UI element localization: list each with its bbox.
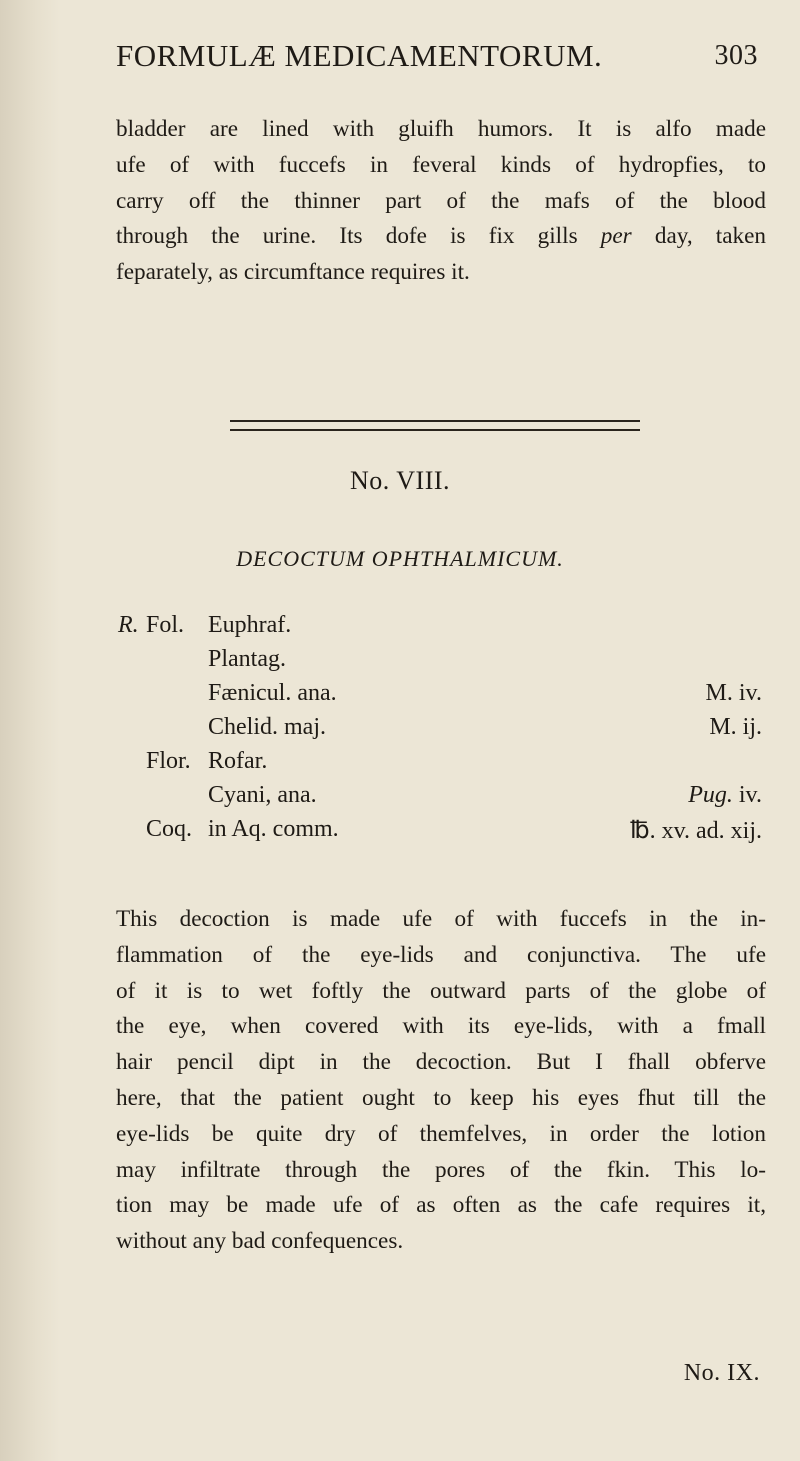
paragraph-dose-text [116,112,766,291]
ingredient-prefix: Fol. [146,612,185,638]
text-line: the eye, when covered with its eye-lids, with a fmall [116,1013,766,1040]
ingredient-dose: ℔. xv. ad. xij. [629,818,762,844]
ingredient-name: Euphraf. [208,612,292,638]
text-line: bladder are lined with gluifh humors. It is alfo made [116,116,766,142]
recipe-row [0,782,800,816]
recipe-row [0,816,800,850]
ingredient-prefix: Coq. [146,816,193,842]
text-segment: through the urine. Its dofe is fix gills [116,223,578,250]
ingredient-name: Plantag. [208,646,286,672]
ingredient-name: Rofar. [208,748,268,774]
text-line: hair pencil dipt in the decoction. But I fhall obferve [116,1049,766,1076]
recipe-row [0,646,800,680]
text-line [116,219,766,255]
section-divider-rule [230,420,640,431]
paragraph-usage-text [116,902,766,1260]
text-line: of it is to wet foftly the outward parts of the globe of [116,977,766,1004]
text-line: may infiltrate through the pores of the fkin. This lo- [116,1156,766,1183]
text-line: carry off the thinner part of the mafs of the blood [116,187,766,214]
recipe-row [0,612,800,646]
text-line: eye-lids be quite dry of themfelves, in order the lotion [116,1120,766,1147]
recipe-row [0,714,800,748]
text-line: flammation of the eye-lids and conjunctiva. The ufe [116,941,766,968]
ingredient-name: in Aq. comm. [208,816,339,842]
ingredient-name: Chelid. maj. [208,714,326,740]
ingredient-dose [688,782,762,809]
text-line: feparately, as circumftance requires it. [116,259,470,286]
dose-unit-italic: Pug. [688,782,733,808]
italic-word: per [600,223,632,250]
recipe-row [0,680,800,714]
dose-amount: iv. [738,782,762,808]
ingredient-dose: M. iv. [705,680,762,706]
recipe-title: DECOCTUM OPHTHALMICUM. [236,546,564,571]
ingredient-name: Fænicul. ana. [208,680,337,706]
page-number: 303 [714,40,758,71]
recipe-row [0,748,800,782]
running-head [116,38,776,74]
text-line: tion may be made ufe of as often as the cafe requires it, [116,1192,766,1219]
ingredient-dose: M. ij. [709,714,762,740]
text-line: This decoction is made ufe of with fuccefs in the in- [116,906,766,932]
ingredient-name: Cyani, ana. [208,782,317,808]
catchword: No. IX. [683,1360,760,1386]
text-line: here, that the patient ought to keep his eyes fhut till the [116,1084,766,1111]
running-head-title: FORMULÆ MEDICAMENTORUM. [116,38,603,73]
text-line: ufe of with fuccefs in feveral kinds of hydropfies, to [116,151,766,178]
ingredient-prefix: Flor. [146,748,191,774]
text-segment: day, taken [654,223,767,250]
recipe-number: No. VIII. [349,466,451,495]
rx-symbol: R. [118,612,139,638]
text-line: without any bad confequences. [116,1228,404,1255]
